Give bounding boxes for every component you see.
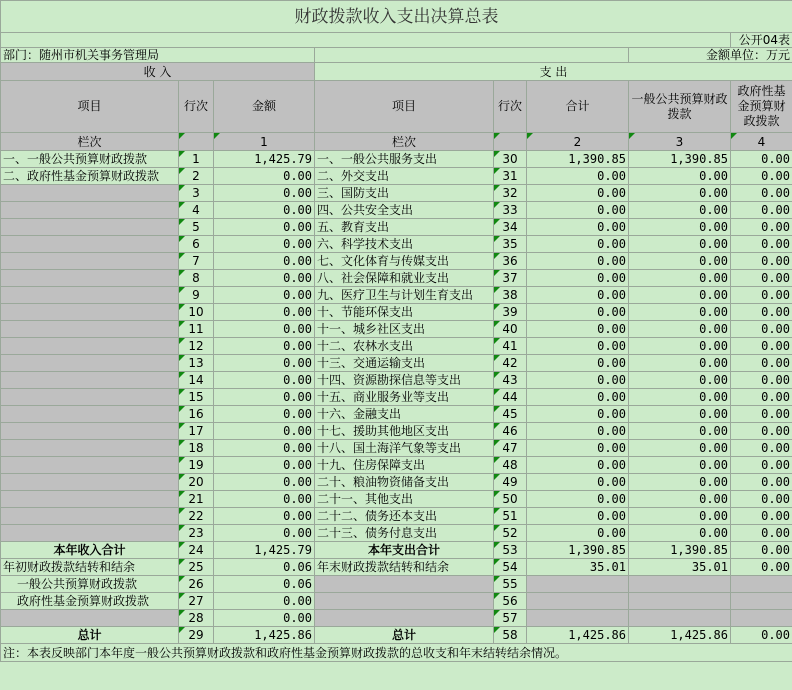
cell-amount[interactable]: 0.00 <box>629 168 731 185</box>
cell-amount[interactable]: 0.00 <box>731 423 792 440</box>
cell-amount[interactable]: 0.00 <box>731 542 792 559</box>
cell-income-item: 一、一般公共预算财政拨款 <box>1 151 179 168</box>
cell-amount[interactable]: 0.00 <box>214 389 315 406</box>
cell-row-no: 14 <box>179 372 214 389</box>
header-fund-budget: 政府性基金预算财政拨款 <box>731 81 792 133</box>
cell-item: 年初财政拨款结转和结余 <box>1 559 179 576</box>
cell-amount[interactable]: 0.00 <box>629 508 731 525</box>
table-row[interactable] <box>1 236 792 253</box>
cell-row-no: 29 <box>179 627 214 644</box>
cell-income-item <box>1 508 179 525</box>
cell-amount[interactable]: 0.00 <box>731 321 792 338</box>
cell-expense-item: 二十、粮油物资储备支出 <box>315 474 494 491</box>
cell-amount[interactable]: 0.00 <box>629 406 731 423</box>
cell-expense-item: 十一、城乡社区支出 <box>315 321 494 338</box>
cell-amount[interactable]: 0.00 <box>527 406 629 423</box>
cell-row-no: 20 <box>179 474 214 491</box>
cell-row-no: 22 <box>179 508 214 525</box>
cell-amount[interactable]: 0.00 <box>731 372 792 389</box>
cell-item: 政府性基金预算财政拨款 <box>1 593 179 610</box>
cell-row-no: 10 <box>179 304 214 321</box>
cell-expense-item: 九、医疗卫生与计划生育支出 <box>315 287 494 304</box>
cell-income-item <box>1 270 179 287</box>
colno-4: 4 <box>731 133 792 151</box>
cell-expense-item: 十二、农林水支出 <box>315 338 494 355</box>
cell-amount[interactable]: 0.00 <box>629 440 731 457</box>
table-row[interactable] <box>1 304 792 321</box>
table-row[interactable] <box>1 287 792 304</box>
cell-row-no: 46 <box>494 423 527 440</box>
table-row[interactable] <box>1 355 792 372</box>
cell-amount[interactable]: 0.00 <box>527 491 629 508</box>
cell-amount[interactable]: 0.00 <box>214 491 315 508</box>
cell-income-item <box>1 236 179 253</box>
cell-amount[interactable]: 0.00 <box>527 389 629 406</box>
cell-row-no: 4 <box>179 202 214 219</box>
cell-income-item <box>1 304 179 321</box>
table-row-blank[interactable] <box>1 610 792 627</box>
table-row-carryover[interactable] <box>1 559 792 576</box>
cell-row-no: 42 <box>494 355 527 372</box>
cell-row-no: 16 <box>179 406 214 423</box>
cell-amount[interactable]: 0.00 <box>527 270 629 287</box>
cell-row-no: 9 <box>179 287 214 304</box>
cell-row-no: 21 <box>179 491 214 508</box>
cell-amount[interactable]: 0.00 <box>527 508 629 525</box>
cell-expense-item: 二十二、债务还本支出 <box>315 508 494 525</box>
cell-row-no: 47 <box>494 440 527 457</box>
table-row[interactable] <box>1 372 792 389</box>
cell-amount[interactable]: 0.00 <box>527 253 629 270</box>
cell-expense-item: 十六、金融支出 <box>315 406 494 423</box>
cell-amount[interactable]: 0.00 <box>629 304 731 321</box>
cell-amount[interactable]: 0.00 <box>731 491 792 508</box>
cell-income-item <box>1 202 179 219</box>
cell-amount[interactable]: 0.00 <box>214 593 315 610</box>
cell-row-no: 44 <box>494 389 527 406</box>
table-row-grand-total[interactable] <box>1 627 792 644</box>
table-row[interactable] <box>1 321 792 338</box>
cell-expense-item: 七、文化体育与传媒支出 <box>315 253 494 270</box>
cell-amount[interactable]: 1,390.85 <box>527 151 629 168</box>
cell-amount[interactable]: 0.00 <box>731 236 792 253</box>
cell-expense-item: 十三、交通运输支出 <box>315 355 494 372</box>
cell-row-no: 45 <box>494 406 527 423</box>
cell-row-no: 35 <box>494 236 527 253</box>
cell-amount[interactable]: 0.00 <box>527 372 629 389</box>
cell-row-no: 11 <box>179 321 214 338</box>
table-row[interactable] <box>1 202 792 219</box>
unit-label: 金额单位：万元 <box>629 48 792 63</box>
cell-amount[interactable]: 0.00 <box>731 406 792 423</box>
cell-amount[interactable]: 0.00 <box>629 389 731 406</box>
table-row[interactable] <box>1 151 792 168</box>
cell-amount[interactable]: 0.00 <box>731 355 792 372</box>
cell-row-no: 50 <box>494 491 527 508</box>
header-row-no-expense: 行次 <box>494 81 527 133</box>
cell-row-no: 40 <box>494 321 527 338</box>
cell-row-no: 12 <box>179 338 214 355</box>
cell-row-no: 23 <box>179 525 214 542</box>
cell-amount[interactable]: 0.00 <box>214 270 315 287</box>
cell-expense-item: 十九、住房保障支出 <box>315 457 494 474</box>
cell-expense-item: 四、公共安全支出 <box>315 202 494 219</box>
header-row-no: 行次 <box>179 81 214 133</box>
table-row[interactable] <box>1 525 792 542</box>
cell-row-no: 1 <box>179 151 214 168</box>
cell-income-item <box>1 321 179 338</box>
cell-row-no: 15 <box>179 389 214 406</box>
cell-amount[interactable]: 0.00 <box>214 219 315 236</box>
colno-1: 1 <box>214 133 315 151</box>
cell-amount[interactable]: 0.00 <box>527 321 629 338</box>
cell-amount[interactable]: 0.00 <box>629 525 731 542</box>
cell-amount[interactable]: 0.00 <box>629 423 731 440</box>
cell-amount[interactable]: 0.00 <box>731 474 792 491</box>
cell-expense-item: 六、科学技术支出 <box>315 236 494 253</box>
cell-row-no: 28 <box>179 610 214 627</box>
cell-amount[interactable]: 0.00 <box>527 474 629 491</box>
cell-amount[interactable]: 0.00 <box>731 168 792 185</box>
cell-row-no: 25 <box>179 559 214 576</box>
table-row[interactable] <box>1 389 792 406</box>
cell-amount[interactable]: 0.00 <box>214 525 315 542</box>
cell-amount[interactable]: 0.00 <box>629 236 731 253</box>
cell-amount[interactable]: 0.00 <box>629 253 731 270</box>
cell-row-no: 52 <box>494 525 527 542</box>
cell-row-no: 43 <box>494 372 527 389</box>
footnote: 注：本表反映部门本年度一般公共预算财政拨款和政府性基金预算财政拨款的总收支和年末结转结余情况。 <box>1 644 792 662</box>
cell-expense-item: 三、国防支出 <box>315 185 494 202</box>
cell-row-no: 34 <box>494 219 527 236</box>
table-row[interactable] <box>1 406 792 423</box>
cell-amount[interactable]: 0.00 <box>731 253 792 270</box>
cell-row-no: 49 <box>494 474 527 491</box>
cell-amount[interactable]: 0.00 <box>214 338 315 355</box>
cell-amount[interactable]: 0.06 <box>214 576 315 593</box>
cell-amount[interactable]: 0.00 <box>731 202 792 219</box>
cell-row-no: 19 <box>179 457 214 474</box>
cell-row-no: 51 <box>494 508 527 525</box>
cell-row-no: 37 <box>494 270 527 287</box>
cell-amount[interactable]: 0.00 <box>527 525 629 542</box>
cell-amount[interactable]: 35.01 <box>527 559 629 576</box>
department-label: 部门：随州市机关事务管理局 <box>1 48 315 63</box>
cell-amount[interactable]: 1,425.86 <box>629 627 731 644</box>
cell-item: 年末财政拨款结转和结余 <box>315 559 494 576</box>
cell-amount[interactable]: 0.00 <box>214 355 315 372</box>
cell-expense-item: 一、一般公共服务支出 <box>315 151 494 168</box>
cell-amount[interactable]: 0.00 <box>214 610 315 627</box>
cell-amount[interactable]: 0.00 <box>527 287 629 304</box>
cell-income-item <box>1 440 179 457</box>
cell-amount[interactable]: 0.00 <box>629 219 731 236</box>
header-item-expense: 项目 <box>315 81 494 133</box>
cell-amount[interactable]: 0.00 <box>731 270 792 287</box>
cell-amount[interactable]: 0.00 <box>214 185 315 202</box>
cell-amount[interactable]: 0.00 <box>527 304 629 321</box>
cell-row-no: 32 <box>494 185 527 202</box>
cell-row-no: 38 <box>494 287 527 304</box>
cell-amount[interactable]: 0.06 <box>214 559 315 576</box>
cell-amount[interactable]: 0.00 <box>214 440 315 457</box>
cell-amount[interactable]: 0.00 <box>731 440 792 457</box>
table-row[interactable] <box>1 423 792 440</box>
cell-row-no: 39 <box>494 304 527 321</box>
table-row[interactable] <box>1 508 792 525</box>
table-row[interactable] <box>1 185 792 202</box>
cell-row-no: 5 <box>179 219 214 236</box>
cell-grand-total-label: 总计 <box>315 627 494 644</box>
cell-income-item <box>1 406 179 423</box>
cell-amount[interactable]: 0.00 <box>214 287 315 304</box>
cell-amount[interactable]: 0.00 <box>731 185 792 202</box>
form-code: 公开04表 <box>731 33 792 48</box>
cell-amount[interactable]: 0.00 <box>527 423 629 440</box>
cell-row-no: 24 <box>179 542 214 559</box>
cell-year-income-label: 本年收入合计 <box>1 542 179 559</box>
cell-amount[interactable]: 0.00 <box>629 287 731 304</box>
cell-row-no: 58 <box>494 627 527 644</box>
cell-amount[interactable]: 0.00 <box>527 202 629 219</box>
cell-income-item <box>1 474 179 491</box>
cell-expense-item: 五、教育支出 <box>315 219 494 236</box>
table-row[interactable] <box>1 474 792 491</box>
cell-amount[interactable]: 1,390.85 <box>629 542 731 559</box>
cell-amount[interactable]: 0.00 <box>731 304 792 321</box>
cell-row-no: 36 <box>494 253 527 270</box>
cell-income-item <box>1 185 179 202</box>
cell-amount[interactable]: 0.00 <box>629 185 731 202</box>
cell-amount[interactable]: 0.00 <box>629 457 731 474</box>
cell-income-item <box>1 389 179 406</box>
cell-amount[interactable]: 0.00 <box>214 372 315 389</box>
cell-row-no: 18 <box>179 440 214 457</box>
section-expense: 支 出 <box>315 63 792 81</box>
cell-amount[interactable]: 0.00 <box>527 219 629 236</box>
cell-row-no: 26 <box>179 576 214 593</box>
cell-amount[interactable]: 0.00 <box>214 202 315 219</box>
cell-row-no: 41 <box>494 338 527 355</box>
header-item: 项目 <box>1 81 179 133</box>
cell-amount[interactable]: 0.00 <box>731 627 792 644</box>
cell-row-no: 53 <box>494 542 527 559</box>
cell-income-item <box>1 372 179 389</box>
cell-amount[interactable]: 0.00 <box>629 372 731 389</box>
cell-amount[interactable]: 0.00 <box>731 219 792 236</box>
header-total: 合计 <box>527 81 629 133</box>
cell-amount[interactable]: 0.00 <box>527 168 629 185</box>
colno-3: 3 <box>629 133 731 151</box>
cell-amount[interactable]: 0.00 <box>214 253 315 270</box>
cell-income-item <box>1 423 179 440</box>
cell-expense-item: 二十一、其他支出 <box>315 491 494 508</box>
cell-grand-total-label: 总计 <box>1 627 179 644</box>
cell-amount[interactable]: 1,425.86 <box>214 627 315 644</box>
cell-amount[interactable]: 0.00 <box>527 185 629 202</box>
table-row[interactable] <box>1 457 792 474</box>
colno-label: 栏次 <box>1 133 179 151</box>
cell-expense-item: 十五、商业服务业等支出 <box>315 389 494 406</box>
cell-row-no: 55 <box>494 576 527 593</box>
cell-amount[interactable]: 0.00 <box>731 525 792 542</box>
cell-amount[interactable]: 0.00 <box>629 321 731 338</box>
cell-amount[interactable]: 0.00 <box>731 389 792 406</box>
cell-amount[interactable]: 0.00 <box>214 508 315 525</box>
cell-income-item <box>1 253 179 270</box>
cell-amount[interactable]: 0.00 <box>629 474 731 491</box>
cell-amount[interactable]: 0.00 <box>214 406 315 423</box>
cell-amount[interactable]: 0.00 <box>214 236 315 253</box>
cell-income-item <box>1 457 179 474</box>
cell-income-item <box>1 338 179 355</box>
cell-amount[interactable]: 0.00 <box>214 321 315 338</box>
cell-amount[interactable]: 0.00 <box>731 287 792 304</box>
cell-row-no: 33 <box>494 202 527 219</box>
cell-expense-item: 十、节能环保支出 <box>315 304 494 321</box>
cell-amount[interactable]: 0.00 <box>731 559 792 576</box>
cell-income-item <box>1 491 179 508</box>
table-row[interactable] <box>1 270 792 287</box>
cell-income-item <box>1 287 179 304</box>
cell-income-item <box>1 355 179 372</box>
table-row-year-total[interactable] <box>1 542 792 559</box>
cell-amount[interactable]: 0.00 <box>214 474 315 491</box>
cell-row-no: 3 <box>179 185 214 202</box>
table-row-carryover-fund[interactable] <box>1 593 792 610</box>
cell-income-item: 二、政府性基金预算财政拨款 <box>1 168 179 185</box>
cell-row-no: 2 <box>179 168 214 185</box>
cell-amount[interactable]: 0.00 <box>731 508 792 525</box>
cell-row-no: 13 <box>179 355 214 372</box>
cell-row-no: 8 <box>179 270 214 287</box>
cell-amount[interactable]: 1,390.85 <box>629 151 731 168</box>
cell-amount[interactable]: 0.00 <box>527 457 629 474</box>
cell-amount[interactable]: 0.00 <box>731 151 792 168</box>
table-row[interactable] <box>1 219 792 236</box>
header-general-budget: 一般公共预算财政拨款 <box>629 81 731 133</box>
cell-year-expense-label: 本年支出合计 <box>315 542 494 559</box>
cell-row-no: 54 <box>494 559 527 576</box>
cell-amount[interactable]: 0.00 <box>731 338 792 355</box>
table-row[interactable] <box>1 338 792 355</box>
cell-expense-item: 二、外交支出 <box>315 168 494 185</box>
cell-income-item <box>1 219 179 236</box>
colno-2: 2 <box>527 133 629 151</box>
cell-amount[interactable]: 0.00 <box>214 168 315 185</box>
cell-amount[interactable]: 0.00 <box>629 338 731 355</box>
cell-amount[interactable]: 0.00 <box>731 457 792 474</box>
cell-row-no: 57 <box>494 610 527 627</box>
cell-amount[interactable]: 0.00 <box>527 338 629 355</box>
cell-amount[interactable]: 0.00 <box>527 440 629 457</box>
table-row[interactable] <box>1 491 792 508</box>
cell-amount[interactable]: 0.00 <box>214 304 315 321</box>
colno-label-expense: 栏次 <box>315 133 494 151</box>
cell-row-no: 48 <box>494 457 527 474</box>
cell-row-no: 30 <box>494 151 527 168</box>
cell-expense-item: 十七、援助其他地区支出 <box>315 423 494 440</box>
cell-expense-item: 八、社会保障和就业支出 <box>315 270 494 287</box>
cell-amount[interactable]: 0.00 <box>629 355 731 372</box>
cell-row-no: 31 <box>494 168 527 185</box>
cell-expense-item: 十四、资源勘探信息等支出 <box>315 372 494 389</box>
cell-row-no: 17 <box>179 423 214 440</box>
cell-expense-item: 二十三、债务付息支出 <box>315 525 494 542</box>
table-row[interactable] <box>1 253 792 270</box>
cell-amount[interactable]: 1,425.86 <box>527 627 629 644</box>
table-row[interactable] <box>1 168 792 185</box>
cell-amount[interactable]: 1,425.79 <box>214 151 315 168</box>
cell-amount[interactable]: 0.00 <box>629 202 731 219</box>
cell-amount[interactable]: 0.00 <box>527 236 629 253</box>
header-amount: 金额 <box>214 81 315 133</box>
cell-amount[interactable]: 0.00 <box>214 423 315 440</box>
cell-amount[interactable]: 0.00 <box>527 355 629 372</box>
cell-expense-item: 十八、国土海洋气象等支出 <box>315 440 494 457</box>
cell-amount[interactable]: 35.01 <box>629 559 731 576</box>
table-title: 财政拨款收入支出决算总表 <box>1 1 792 33</box>
cell-amount[interactable]: 1,425.79 <box>214 542 315 559</box>
cell-row-no: 7 <box>179 253 214 270</box>
cell-amount[interactable]: 0.00 <box>629 491 731 508</box>
cell-income-item <box>1 525 179 542</box>
cell-row-no: 56 <box>494 593 527 610</box>
section-income: 收 入 <box>1 63 315 81</box>
table-row[interactable] <box>1 440 792 457</box>
cell-amount[interactable]: 1,390.85 <box>527 542 629 559</box>
cell-item: 一般公共预算财政拨款 <box>1 576 179 593</box>
cell-row-no: 6 <box>179 236 214 253</box>
table-row-carryover-general[interactable] <box>1 576 792 593</box>
cell-amount[interactable]: 0.00 <box>214 457 315 474</box>
cell-amount[interactable]: 0.00 <box>629 270 731 287</box>
cell-row-no: 27 <box>179 593 214 610</box>
